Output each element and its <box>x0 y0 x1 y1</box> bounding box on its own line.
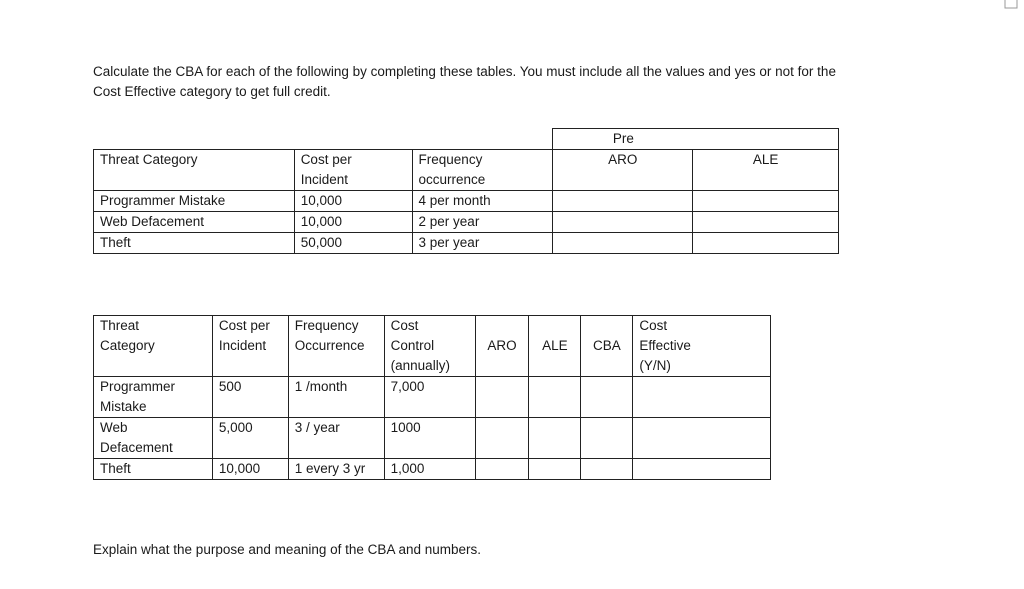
cell-cba[interactable] <box>581 377 633 418</box>
cell-frequency: 1 /month <box>288 377 384 418</box>
cell-cost-control: 7,000 <box>384 377 475 418</box>
cell-aro[interactable] <box>475 459 529 480</box>
table-row <box>94 377 771 418</box>
cell-threat: Web Defacement <box>94 418 213 459</box>
cell-threat: Programmer Mistake <box>94 377 213 418</box>
cell-threat: Theft <box>94 459 213 480</box>
cell-aro[interactable] <box>553 212 693 233</box>
cell-frequency: 3 per year <box>412 233 553 254</box>
table-row <box>94 459 771 480</box>
cell-frequency: 3 / year <box>288 418 384 459</box>
cell-frequency: 1 every 3 yr <box>288 459 384 480</box>
cell-cost-effective[interactable] <box>633 377 771 418</box>
cell-cba[interactable] <box>581 418 633 459</box>
cell-threat: Web Defacement <box>94 212 295 233</box>
header-cost-effective: Cost Effective (Y/N) <box>633 316 771 377</box>
header-frequency: Frequency Occurrence <box>288 316 384 377</box>
cell-cost: 500 <box>212 377 288 418</box>
cell-cost: 10,000 <box>294 212 412 233</box>
cell-ale[interactable] <box>529 418 581 459</box>
cell-aro[interactable] <box>553 233 693 254</box>
cell-aro[interactable] <box>475 418 529 459</box>
cell-cost: 50,000 <box>294 233 412 254</box>
header-ale: ALE <box>529 316 581 377</box>
table-row <box>94 212 839 233</box>
cell-cba[interactable] <box>581 459 633 480</box>
header-frequency: Frequency occurrence <box>412 150 553 191</box>
cell-threat: Programmer Mistake <box>94 191 295 212</box>
header-threat-category: Threat Category <box>94 150 295 191</box>
cell-cost: 10,000 <box>212 459 288 480</box>
header-threat-category: Threat Category <box>94 316 213 377</box>
cost-control-table <box>93 315 771 480</box>
header-cost-per-incident: Cost per Incident <box>294 150 412 191</box>
cell-ale[interactable] <box>693 233 839 254</box>
header-cost-per-incident: Cost per Incident <box>212 316 288 377</box>
cell-frequency: 2 per year <box>412 212 553 233</box>
cell-ale[interactable] <box>529 459 581 480</box>
cell-cost-effective[interactable] <box>633 418 771 459</box>
explain-prompt-text: Explain what the purpose and meaning of the CBA and numbers. <box>93 542 481 557</box>
corner-bracket-icon <box>1004 0 1018 9</box>
header-aro: ARO <box>475 316 529 377</box>
table-row <box>94 418 771 459</box>
header-cba: CBA <box>581 316 633 377</box>
header-ale: ALE <box>693 150 839 191</box>
pre-cba-table <box>93 128 839 254</box>
cell-cost-effective[interactable] <box>633 459 771 480</box>
cell-cost: 5,000 <box>212 418 288 459</box>
cell-cost: 10,000 <box>294 191 412 212</box>
instructions-text: Calculate the CBA for each of the following by completing these tables. You must include all the values and yes or not for the Cost Effective category to get full credit. <box>93 64 836 99</box>
table-header-row <box>94 150 839 191</box>
table-row <box>94 191 839 212</box>
table-header-row <box>94 316 771 377</box>
cell-ale[interactable] <box>529 377 581 418</box>
pre-group-header: Pre <box>553 129 839 150</box>
cell-threat: Theft <box>94 233 295 254</box>
table-row <box>94 129 839 150</box>
cell-ale[interactable] <box>693 191 839 212</box>
cell-aro[interactable] <box>553 191 693 212</box>
cell-cost-control: 1000 <box>384 418 475 459</box>
header-cost-control: Cost Control (annually) <box>384 316 475 377</box>
cell-frequency: 4 per month <box>412 191 553 212</box>
cell-ale[interactable] <box>693 212 839 233</box>
cell-aro[interactable] <box>475 377 529 418</box>
table-row <box>94 233 839 254</box>
cell-cost-control: 1,000 <box>384 459 475 480</box>
header-aro: ARO <box>553 150 693 191</box>
